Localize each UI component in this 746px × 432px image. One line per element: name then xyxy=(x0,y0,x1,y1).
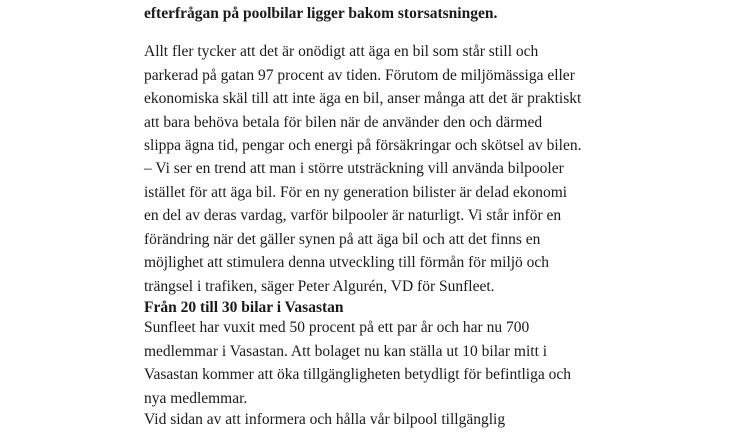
body-paragraph-3 xyxy=(144,316,614,410)
text-line: medlemmar i Vasastan. Att bolaget nu kan ställa ut 10 bilar mitt i xyxy=(144,342,548,360)
text-line: parkerad på gatan 97 procent av tiden. Förutom de miljömässiga eller xyxy=(144,66,575,84)
text-line: istället för att äga bil. För en ny generation bilister är delad ekonomi xyxy=(144,183,568,201)
text-line: nya medlemmar. xyxy=(144,389,248,407)
body-paragraph-1 xyxy=(144,40,614,158)
text-line: slippa ägna tid, pengar och energi på försäkringar och skötsel av bilen. xyxy=(144,137,582,154)
text-line: trängsel i trafiken, säger Peter Algurén, VD för Sunfleet. xyxy=(144,277,495,295)
lead-line: efterfrågan på poolbilar ligger bakom storsatsningen. xyxy=(144,5,498,22)
body-paragraph-4 xyxy=(144,408,614,432)
text-line: Allt fler tycker att det är onödigt att äga en bil som står still och xyxy=(144,43,539,60)
text-line: – Vi ser en trend att man i större utsträckning vill använda bilpooler xyxy=(144,160,564,177)
text-line: möjlighet att stimulera denna utveckling till förmån för miljö och xyxy=(144,254,550,271)
text-line: Sunfleet har vuxit med 50 procent på ett par år och har nu 700 xyxy=(144,319,530,336)
text-line: förändring när det gäller synen på att äga bil och att det finns en xyxy=(144,230,541,248)
text-line: att bara behöva betala för bilen när de använder den och därmed xyxy=(144,113,543,131)
text-line: Vasastan kommer att öka tillgängligheten betydligt för befintliga och xyxy=(144,366,571,383)
body-paragraph-2 xyxy=(144,157,614,298)
text-line: Vid sidan av att informera och hålla vår bilpool tillgänglig xyxy=(144,411,506,428)
text-line: ekonomiska skäl till att inte äga en bil, anser många att det är praktiskt xyxy=(144,90,582,107)
lead-paragraph xyxy=(144,2,614,26)
section-heading: Från 20 till 30 bilar i Vasastan xyxy=(144,299,344,316)
text-line: en del av deras vardag, varför bilpooler är naturligt. Vi står inför en xyxy=(144,207,562,224)
